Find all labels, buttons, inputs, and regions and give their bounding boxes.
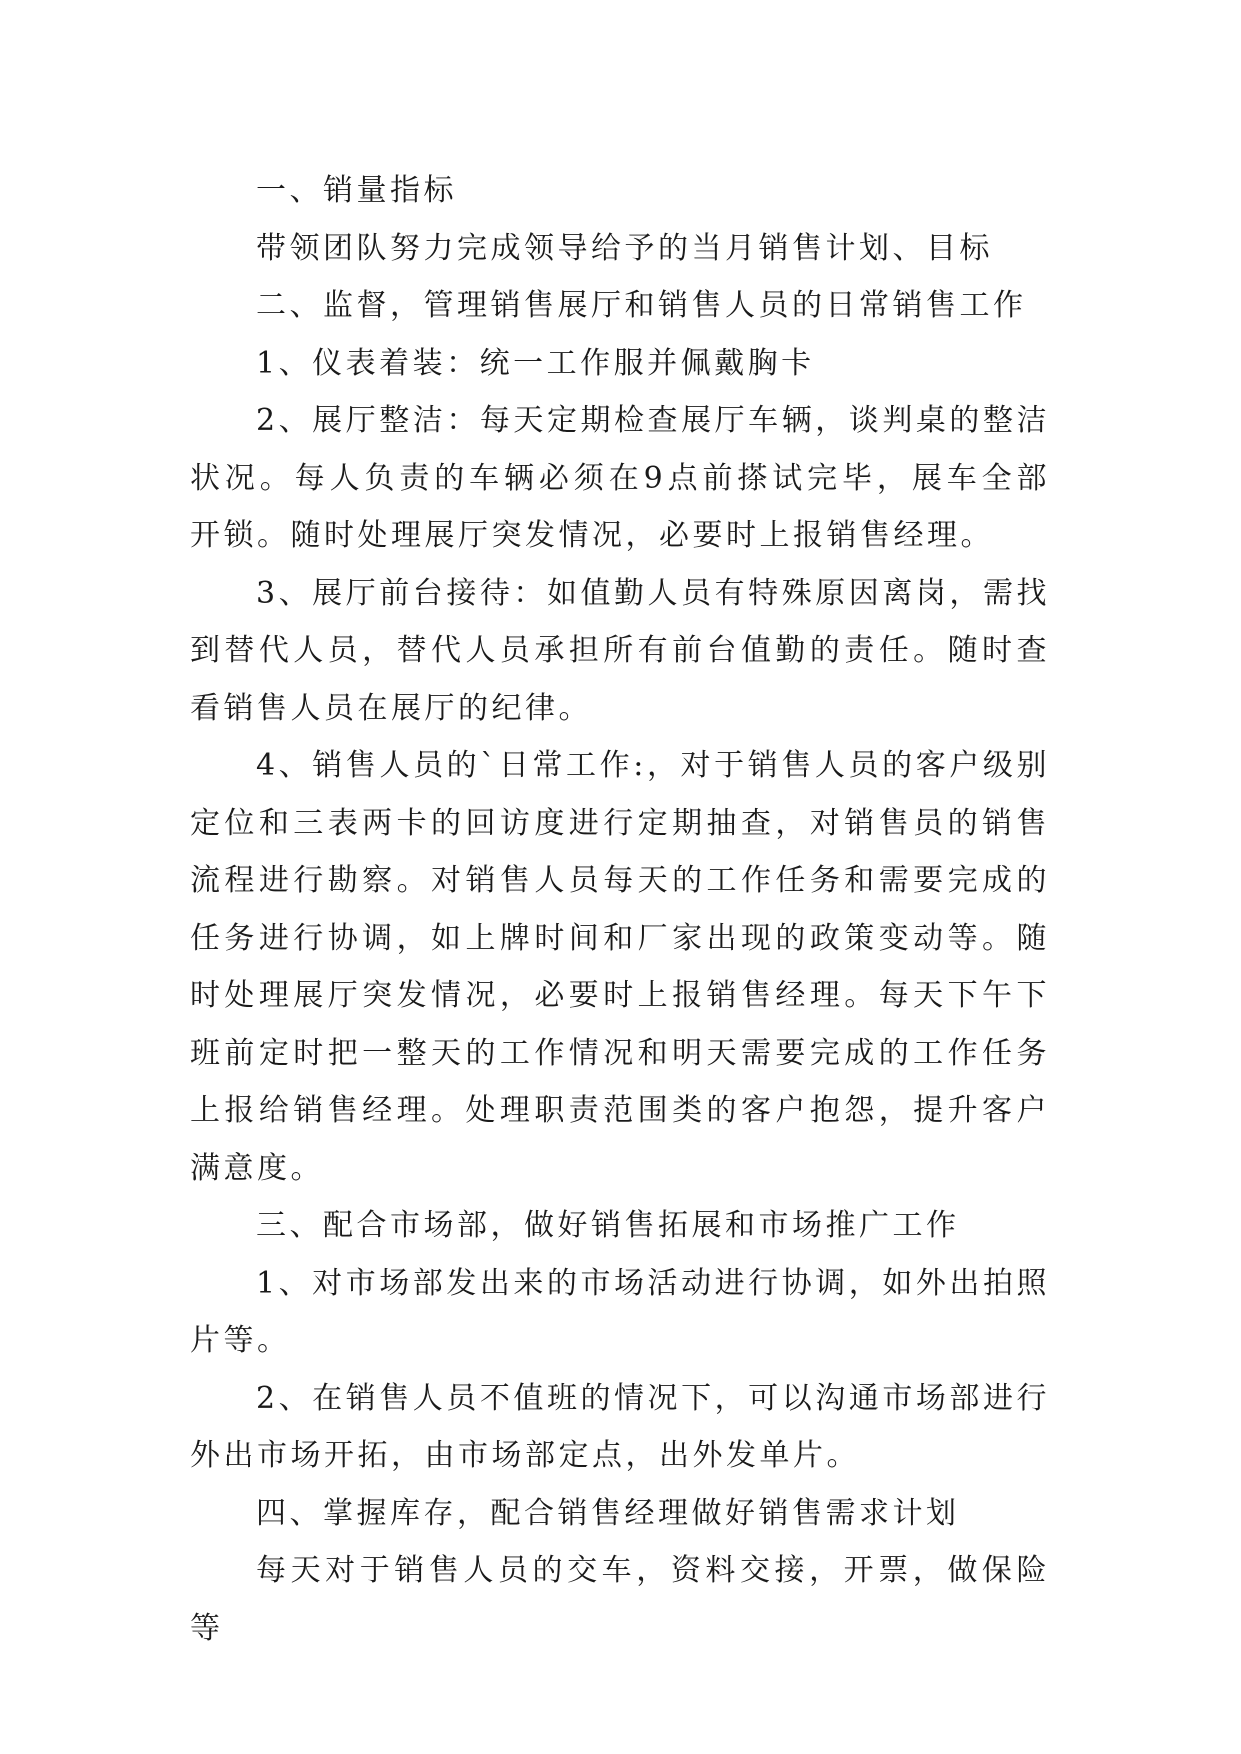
heading-sales-target: 一、销量指标 bbox=[256, 173, 457, 208]
heading-marketing: 三、配合市场部，做好销售拓展和市场推广工作 bbox=[256, 1208, 960, 1243]
paragraph: 带领团队努力完成领导给予的当月销售计划、目标 bbox=[256, 230, 993, 266]
paragraph: 1、仪表着装：统一工作服并佩戴胸卡 bbox=[256, 345, 815, 381]
document-body bbox=[190, 162, 1050, 1657]
paragraph: 2、在销售人员不值班的情况下，可以沟通市场部进行外出市场开拓，由市场部定点，出外发单片。 bbox=[190, 1380, 1050, 1473]
heading-supervision: 二、监督，管理销售展厅和销售人员的日常销售工作 bbox=[256, 288, 1027, 323]
heading-inventory: 四、掌握库存，配合销售经理做好销售需求计划 bbox=[256, 1495, 960, 1531]
paragraph: 2、展厅整洁：每天定期检查展厅车辆，谈判桌的整洁状况。每人负责的车辆必须在9点前搽试完毕，展车全部开锁。随时处理展厅突发情况，必要时上报销售经理。 bbox=[190, 403, 1050, 553]
paragraph: 每天对于销售人员的交车，资料交接，开票，做保险等 bbox=[190, 1553, 1050, 1646]
paragraph: 1、对市场部发出来的市场活动进行协调，如外出拍照片等。 bbox=[190, 1265, 1050, 1358]
paragraph: 4、销售人员的`日常工作:，对于销售人员的客户级别定位和三表两卡的回访度进行定期抽查，对销售员的销售流程进行勘察。对销售人员每天的工作任务和需要完成的任务进行协调，如上牌时间和厂家出现的政策变动等。随时处理展厅突发情况，必要时上报销售经理。每天下午下班前定时把一整天的工作情况和明天需要完成的工作任务上报给销售经理。处理职责范围类的客户抱怨，提升客户满意度。 bbox=[190, 748, 1050, 1186]
paragraph: 3、展厅前台接待：如值勤人员有特殊原因离岗，需找到替代人员，替代人员承担所有前台值勤的责任。随时查看销售人员在展厅的纪律。 bbox=[190, 575, 1050, 726]
